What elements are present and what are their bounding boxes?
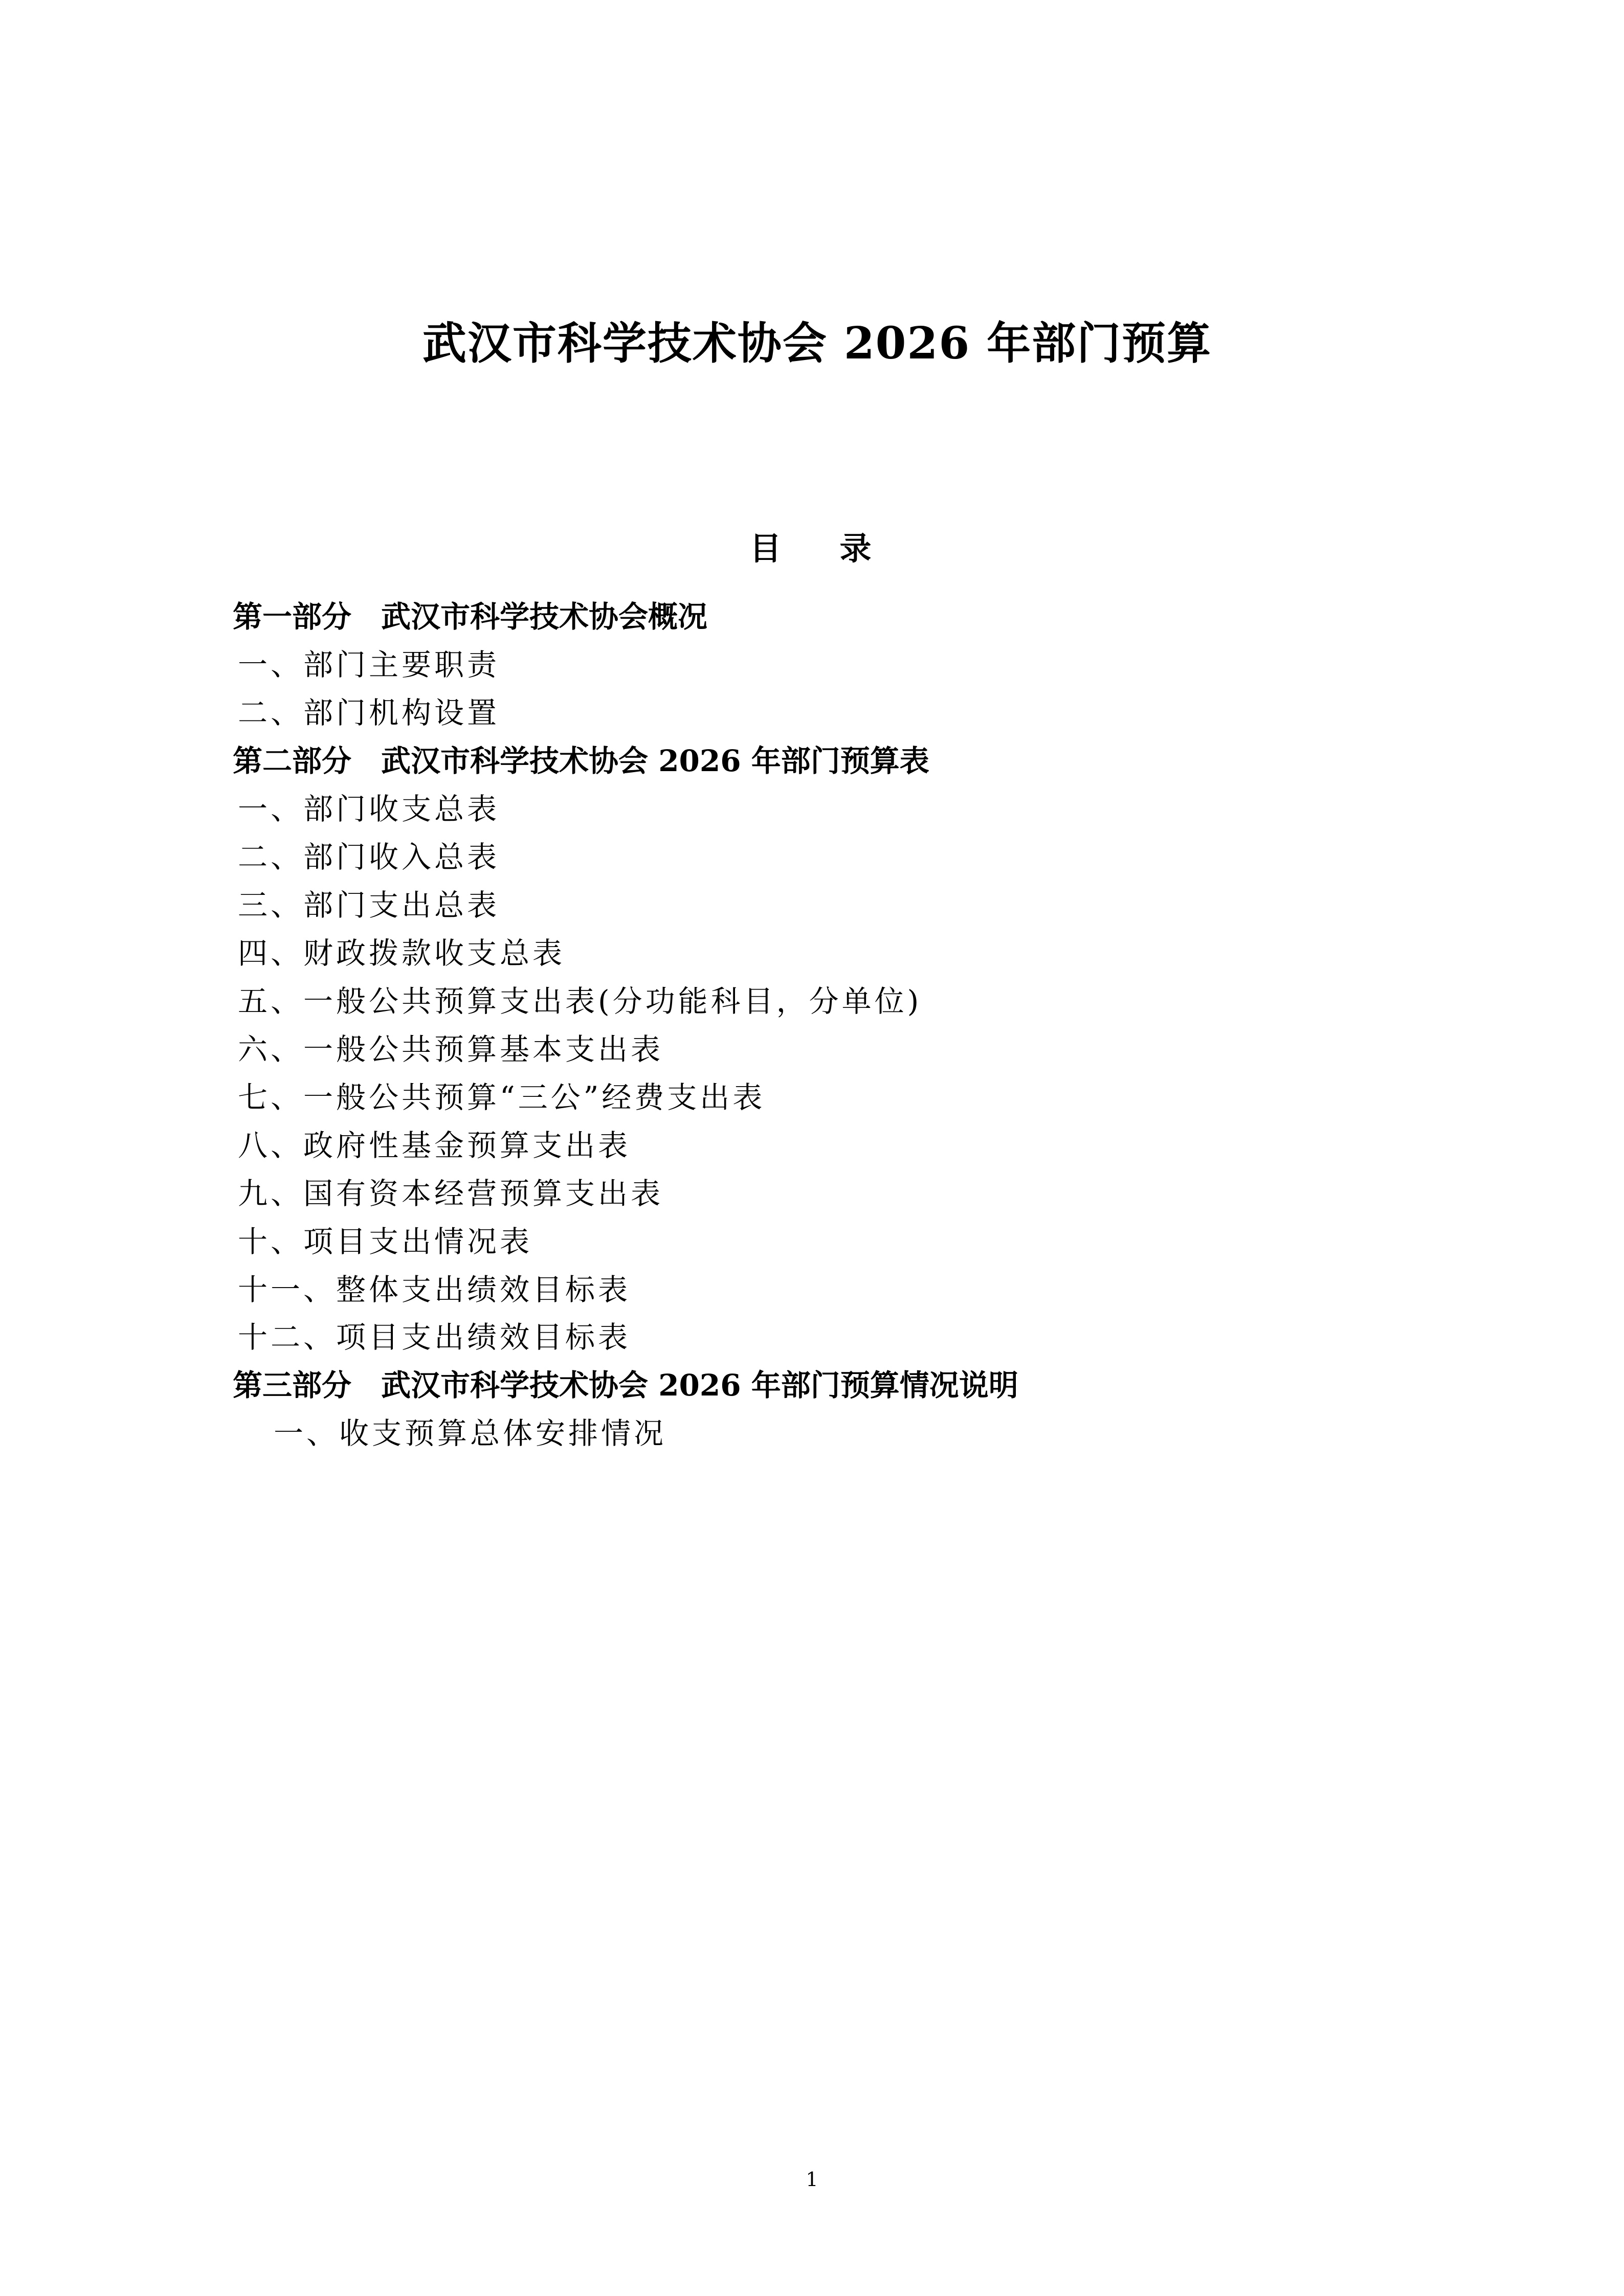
toc-item[interactable]: 十二、项目支出绩效目标表: [238, 1320, 631, 1355]
toc-part-three[interactable]: 第三部分 武汉市科学技术协会 2026 年部门预算情况说明: [233, 1368, 1018, 1403]
toc-item[interactable]: 二、部门收入总表: [238, 839, 500, 874]
toc-item[interactable]: 四、财政拨款收支总表: [238, 935, 566, 971]
toc-item[interactable]: 三、部门支出总表: [238, 887, 500, 922]
table-of-contents: [233, 593, 1401, 1458]
toc-item[interactable]: 十、项目支出情况表: [238, 1224, 533, 1259]
toc-item[interactable]: 九、国有资本经营预算支出表: [238, 1176, 664, 1211]
toc-item[interactable]: 二、部门机构设置: [238, 695, 500, 731]
toc-item[interactable]: 一、收支预算总体安排情况: [274, 1416, 667, 1451]
toc-item[interactable]: 五、一般公共预算支出表(分功能科目，分单位): [238, 983, 922, 1019]
page-number: 1: [806, 2168, 818, 2191]
page-content: [233, 0, 1401, 1458]
toc-item[interactable]: 一、部门主要职责: [238, 647, 500, 683]
toc-part-two[interactable]: 第二部分 武汉市科学技术协会 2026 年部门预算表: [233, 744, 929, 779]
toc-item[interactable]: 七、一般公共预算“三公”经费支出表: [238, 1079, 766, 1115]
toc-item[interactable]: 十一、整体支出绩效目标表: [238, 1272, 631, 1307]
toc-item[interactable]: 一、部门收支总表: [238, 792, 500, 826]
page-title: 武汉市科学技术协会 2026 年部门预算: [422, 318, 1212, 369]
toc-item[interactable]: 八、政府性基金预算支出表: [238, 1128, 631, 1163]
toc-item[interactable]: 六、一般公共预算基本支出表: [238, 1031, 664, 1067]
toc-heading: 目 录: [749, 530, 885, 568]
toc-part-one[interactable]: 第一部分 武汉市科学技术协会概况: [233, 599, 708, 635]
